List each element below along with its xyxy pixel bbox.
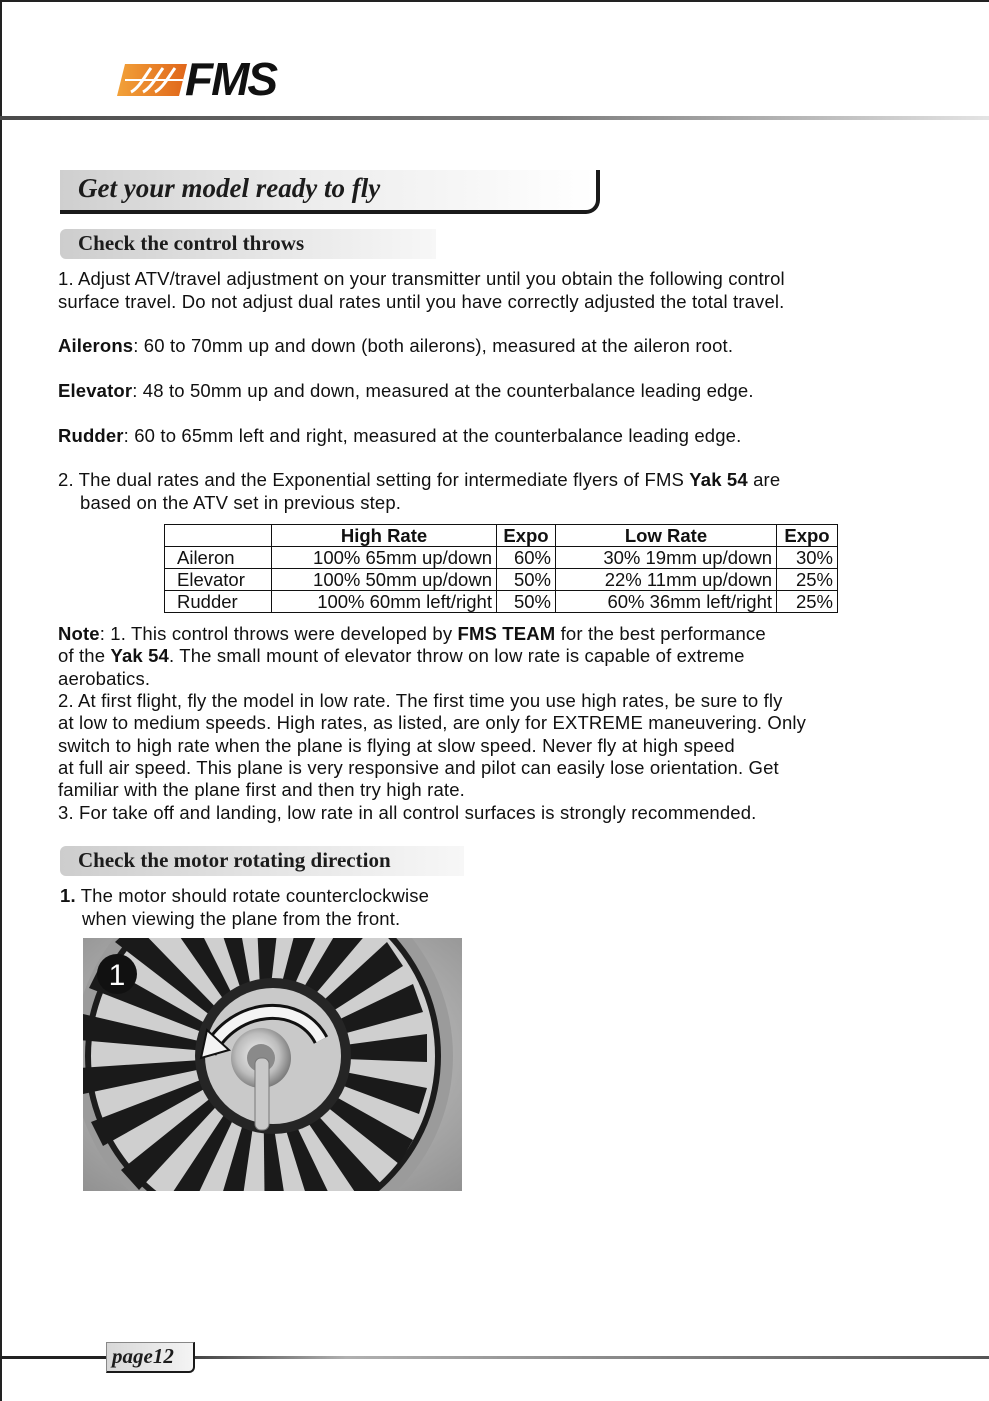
table-header: High Rate [272,525,497,547]
table-cell: 100% 50mm up/down [272,569,497,591]
table-cell: 60% 36mm left/right [556,591,777,613]
rudder-text: : 60 to 65mm left and right, measured at the counterbalance leading edge. [123,425,742,446]
photo-step-badge: 1 [108,959,126,992]
motor-step-line-1 [60,885,429,908]
fms-logo [117,53,312,105]
control-throws-table [164,524,838,613]
table-row [165,547,838,569]
table-cell: 60% [497,547,556,569]
main-heading: Get your model ready to fly [78,173,381,203]
section-title: Check the motor rotating direction [78,848,391,872]
motor-step-line-2: when viewing the plane from the front. [82,908,401,929]
section-heading-control-throws [60,229,436,259]
logo-text: FMS [185,53,277,105]
note-line-1 [58,623,766,646]
note-line-2 [58,645,745,668]
table-cell: Rudder [165,591,272,613]
note-text: for the best performance [555,623,766,644]
page-number: page12 [112,1344,174,1368]
section-heading-motor-direction [60,846,464,876]
rudder-spec [58,425,741,448]
page-frame-left [0,0,2,1401]
table-cell: 25% [777,591,838,613]
note-line-7: at full air speed. This plane is very responsive and pilot can easily lose orientation. Get [58,757,779,778]
step-number: 1. [60,885,76,906]
table-header: Expo [497,525,556,547]
model-name: Yak 54 [110,645,169,666]
note-line-5: at low to medium speeds. High rates, as listed, are only for EXTREME maneuvering. Only [58,712,807,733]
note-line-4: 2. At first flight, fly the model in low rate. The first time you use high rates, be sure to fly [58,690,783,711]
section-title: Check the control throws [78,231,305,255]
intro-line-2: surface travel. Do not adjust dual rates until you have correctly adjusted the total travel. [58,291,785,312]
page-number-tab [106,1342,195,1373]
table-cell: 50% [497,591,556,613]
note-line-6: switch to high rate when the plane is flying at slow speed. Never fly at high speed [58,735,735,756]
table-header: Low Rate [556,525,777,547]
table-header-row [165,525,838,547]
table-row [165,591,838,613]
dual-text-a: 2. The dual rates and the Exponential setting for intermediate flyers of FMS [58,469,690,490]
motor-photo [83,938,462,1191]
table-cell: 30% 19mm up/down [556,547,777,569]
main-heading-banner [60,170,600,214]
note-text: : 1. This control throws were developed by [99,623,458,644]
table-header [165,525,272,547]
model-name: Yak 54 [689,469,748,490]
intro-line-1: 1. Adjust ATV/travel adjustment on your transmitter until you obtain the following control [58,268,785,289]
table-cell: 25% [777,569,838,591]
logo-wing-icon [117,58,187,100]
rudder-label: Rudder [58,425,124,446]
ducted-fan-illustration [83,938,462,1191]
dual-text-b: are [747,469,781,490]
header-rule [0,116,989,120]
table-cell: 22% 11mm up/down [556,569,777,591]
table-cell: 100% 60mm left/right [272,591,497,613]
note-text: of the [58,645,111,666]
dual-rates-line-2: based on the ATV set in previous step. [80,492,402,513]
ailerons-spec [58,335,733,358]
table-cell: 30% [777,547,838,569]
table-row [165,569,838,591]
note-line-3: aerobatics. [58,668,151,689]
elevator-label: Elevator [58,380,133,401]
note-label: Note [58,623,100,644]
ailerons-label: Ailerons [58,335,134,356]
table-cell: Elevator [165,569,272,591]
elevator-text: : 48 to 50mm up and down, measured at the counterbalance leading edge. [132,380,754,401]
page-frame-top [0,0,989,2]
note-line-8: familiar with the plane first and then try high rate. [58,779,465,800]
step-text: The motor should rotate counterclockwise [75,885,430,906]
elevator-spec [58,380,754,403]
ailerons-text: : 60 to 70mm up and down (both ailerons), measured at the aileron root. [133,335,734,356]
dual-rates-line-1 [58,469,780,492]
note-text: . The small mount of elevator throw on low rate is capable of extreme [169,645,745,666]
table-cell: Aileron [165,547,272,569]
table-cell: 100% 65mm up/down [272,547,497,569]
team-name: FMS TEAM [457,623,556,644]
note-line-9: 3. For take off and landing, low rate in all control surfaces is strongly recommended. [58,802,757,823]
table-header: Expo [777,525,838,547]
table-cell: 50% [497,569,556,591]
